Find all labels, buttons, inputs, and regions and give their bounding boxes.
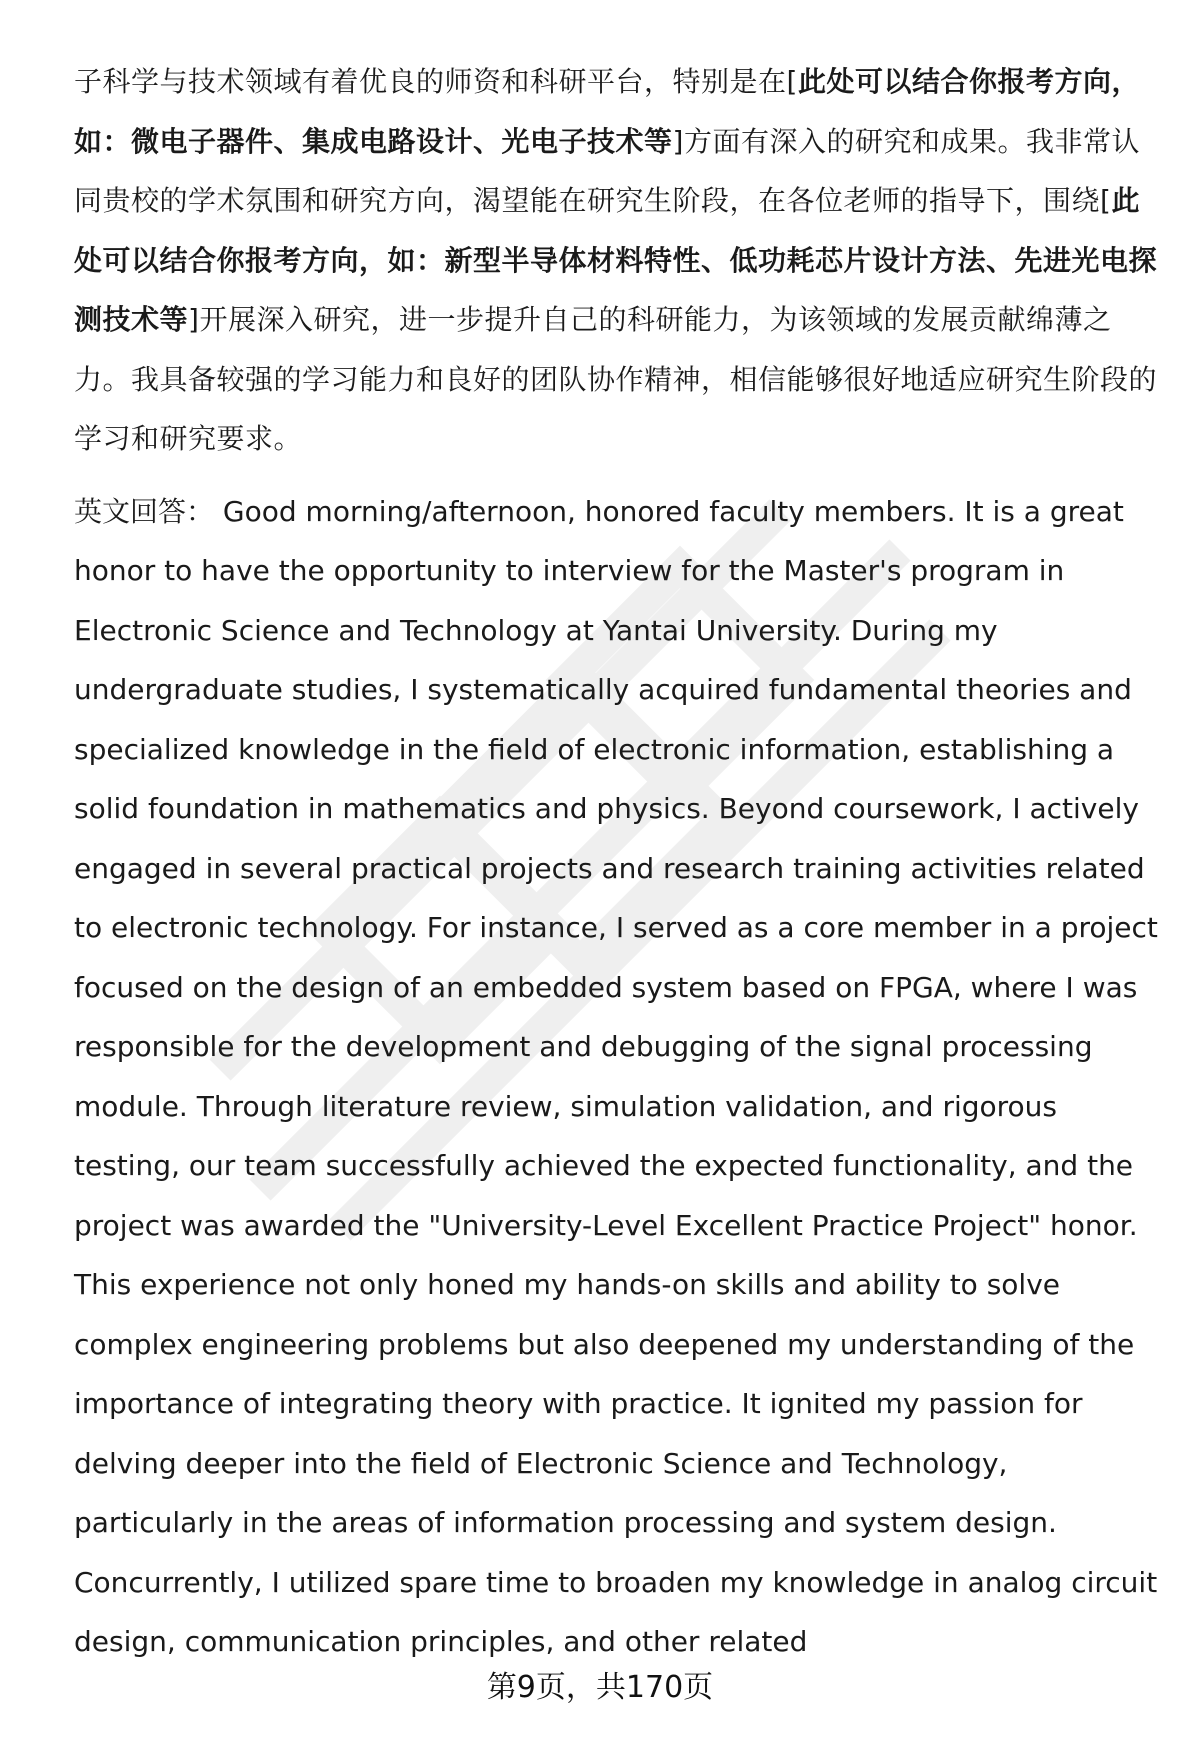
english-answer-label: 英文回答： (74, 494, 215, 528)
page-number-footer: 第9页，共170页 (486, 1670, 714, 1705)
chinese-paragraph (74, 52, 1164, 469)
english-paragraph (74, 482, 1164, 1672)
cn-text-part-3: ]开展深入研究，进一步提升自己的科研能力，为该领域的发展贡献绵薄之力。我具备较强的学习能力和良好的团队协作精神，相信能够很好地适应研究生阶段的学习和研究要求。 (74, 303, 1158, 455)
cn-text-part-2: ]方面有深入的研究和成果。我非常认同贵校的学术氛围和研究方向，渴望能在研究生阶段，在各位老师的指导下，围绕[ (74, 124, 1140, 217)
cn-text-part-1: 子科学与技术领域有着优良的师资和科研平台，特别是在[ (74, 65, 798, 98)
main-content (74, 52, 1164, 1672)
cn-bold-hint-1: 此处可以结合你报考方向，如：微电子器件、集成电路设计、光电子技术等 (74, 65, 1140, 158)
cn-bold-hint-2: 此处可以结合你报考方向，如：新型半导体材料特性、低功耗芯片设计方法、先进光电探测技术等 (74, 184, 1158, 336)
english-answer-text: Good morning/afternoon, honored faculty members. It is a great honor to have the opportunity to interview for the Master's program in Electronic Science and Technology at Yantai University. During my undergraduate studies, I systematically acquired fundamental theories and specialized knowledge in the field of electronic information, establishing a solid foundation in mathematics and physics. Beyond coursework, I actively engaged in several practical projects and research training activities related to electronic technology. For instance, I served as a core member in a project focused on the design of an embedded system based on FPGA, where I was responsible for the development and debugging of the signal processing module. Through literature review, simulation validation, and rigorous testing, our team successfully achieved the expected functionality, and the project was awarded the "University-Level Excellent Practice Project" honor. This experience not only honed my hands-on skills and ability to solve complex engineering problems but also deepened my understanding of the importance of integrating theory with practice. It ignited my passion for delving deeper into the field of Electronic Science and Technology, particularly in the areas of information processing and system design. Concurrently, I utilized spare time to broaden my knowledge in analog circuit design, communication principles, and other related (74, 494, 1158, 1658)
